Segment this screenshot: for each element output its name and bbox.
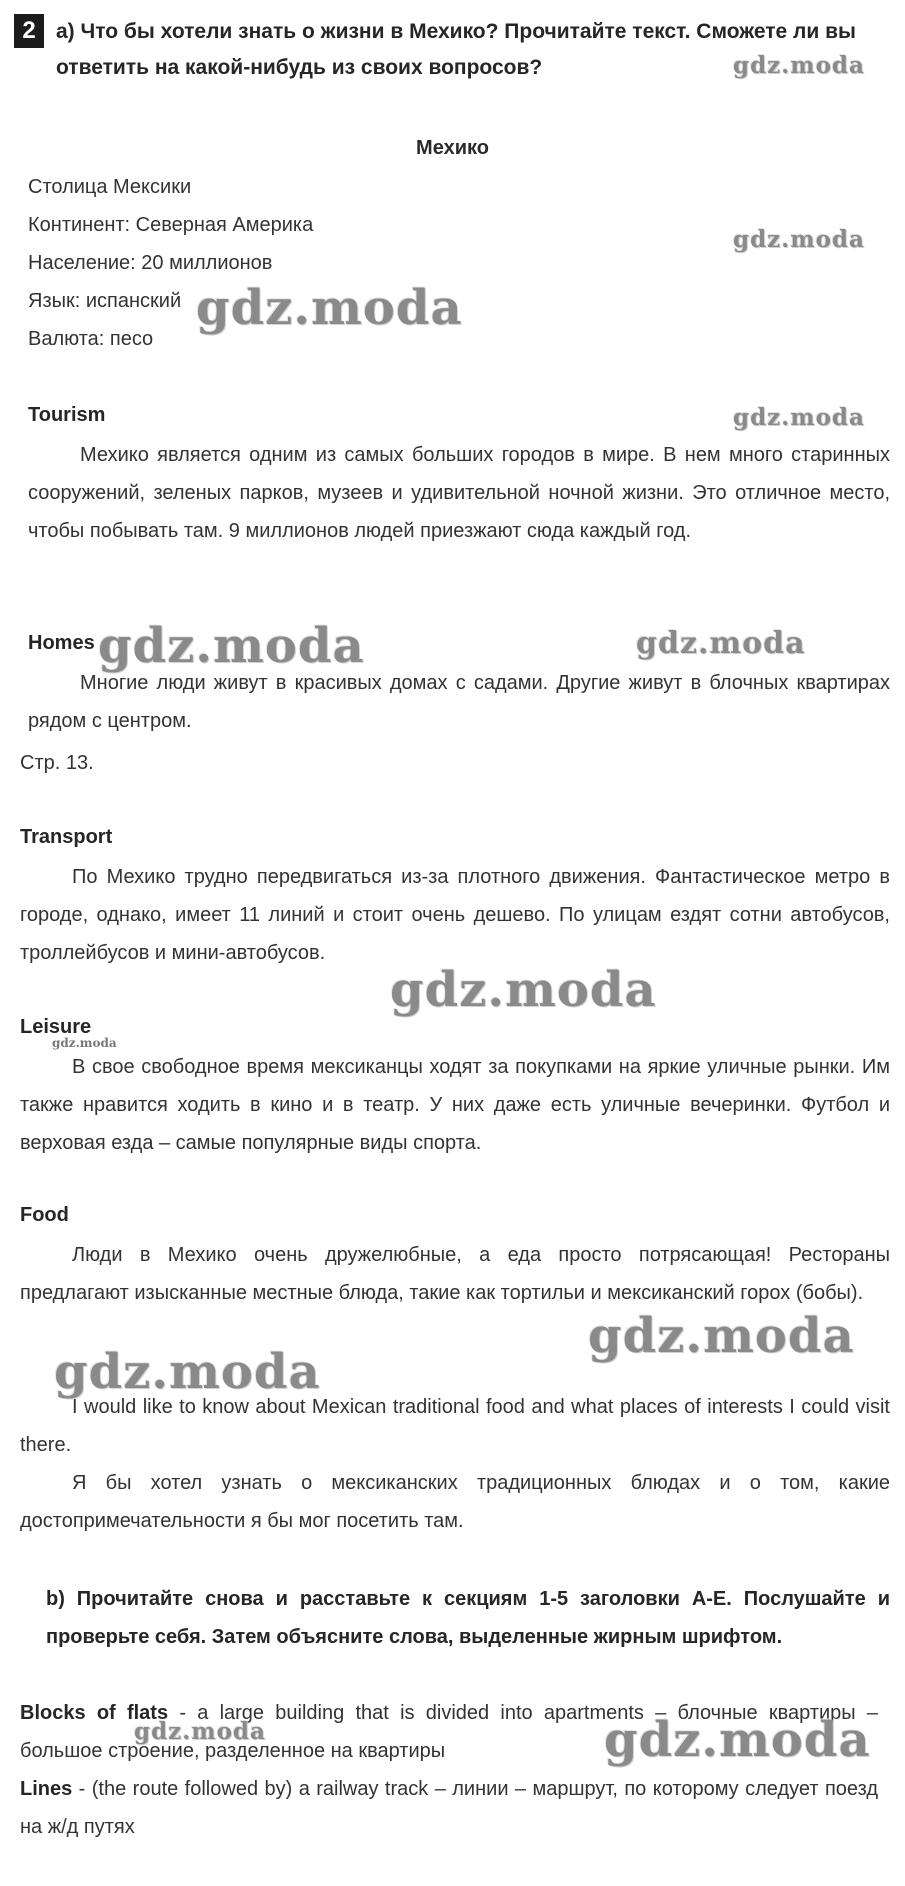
vocab-definition: - a large building that is divided into apartments – блочные квартиры – большое строение, разделенное на квартиры xyxy=(20,1702,879,1762)
answer-english: I would like to know about Mexican traditional food and what places of interests I could visit there. xyxy=(20,1396,890,1456)
fact-currency: Валюта: песо xyxy=(28,328,154,350)
question-b: b) Прочитайте снова и расставьте к секциям 1-5 заголовки A-E. Послушайте и проверьте себя. Затем объясните слова, выделенные жирным шрифтом. xyxy=(46,1588,890,1648)
watermark: gdz.moda xyxy=(98,618,365,674)
section-text-leisure: В свое свободное время мексиканцы ходят за покупками на яркие уличные рынки. Им также нравится ходить в кино и в театр. У них даже есть уличные вечеринки. Футбол и верховая езда – самые популярные виды спорта. xyxy=(20,1056,890,1154)
watermark: gdz.moda xyxy=(733,52,865,79)
section-heading-transport: Transport xyxy=(20,826,113,848)
section-heading-tourism: Tourism xyxy=(28,404,106,426)
watermark: gdz.moda xyxy=(390,962,657,1018)
watermark: gdz.moda xyxy=(196,280,463,336)
question-a: а) Что бы хотели знать о жизни в Мехико? Прочитайте текст. Сможете ли вы ответить на какой-нибудь из своих вопросов? xyxy=(56,20,856,79)
vocab-lines xyxy=(20,1770,878,1846)
fact-capital: Столица Мексики xyxy=(28,176,192,198)
section-heading-food: Food xyxy=(20,1204,69,1226)
watermark: gdz.moda xyxy=(733,404,865,431)
watermark: gdz.moda xyxy=(134,1718,266,1745)
watermark: gdz.moda xyxy=(733,226,865,253)
section-text-tourism: Мехико является одним из самых больших городов в мире. В нем много старинных сооружений, зеленых парков, музеев и удивительной ночной жизни. Это отличное место, чтобы побывать там. 9 миллионов людей приезжают сюда каждый год. xyxy=(28,444,890,542)
vocab-term: Blocks of flats xyxy=(20,1702,169,1724)
section-heading-homes: Homes xyxy=(28,632,95,654)
answer-russian: Я бы хотел узнать о мексиканских традиционных блюдах и о том, какие достопримечательности я бы мог посетить там. xyxy=(20,1472,890,1532)
section-text-transport: По Мехико трудно передвигаться из-за плотного движения. Фантастическое метро в городе, однако, имеет 11 линий и стоит очень дешево. По улицам ездят сотни автобусов, троллейбусов и мини-автобусов. xyxy=(20,866,890,964)
page-reference: Стр. 13. xyxy=(20,752,94,774)
vocab-term: Lines xyxy=(20,1778,73,1800)
article-title: Мехико xyxy=(416,137,489,159)
fact-population: Население: 20 миллионов xyxy=(28,252,273,274)
watermark: gdz.moda xyxy=(588,1308,855,1364)
watermark: gdz.moda xyxy=(54,1344,321,1400)
fact-language: Язык: испанский xyxy=(28,290,182,312)
watermark: gdz.moda xyxy=(604,1712,871,1768)
task-number-badge: 2 xyxy=(14,14,44,48)
vocab-definition: - (the route followed by) a railway track – линии – маршрут, по которому следует поезд на ж/д путях xyxy=(20,1778,878,1838)
section-heading-leisure: Leisure xyxy=(20,1016,92,1038)
fact-continent: Континент: Северная Америка xyxy=(28,214,314,236)
watermark: gdz.moda xyxy=(636,626,806,661)
watermark: gdz.moda xyxy=(52,1036,117,1050)
section-text-homes: Многие люди живут в красивых домах с садами. Другие живут в блочных квартирах рядом с центром. xyxy=(28,672,890,732)
section-text-food: Люди в Мехико очень дружелюбные, а еда просто потрясающая! Рестораны предлагают изысканные местные блюда, такие как тортильи и мексиканский горох (бобы). xyxy=(20,1244,890,1304)
